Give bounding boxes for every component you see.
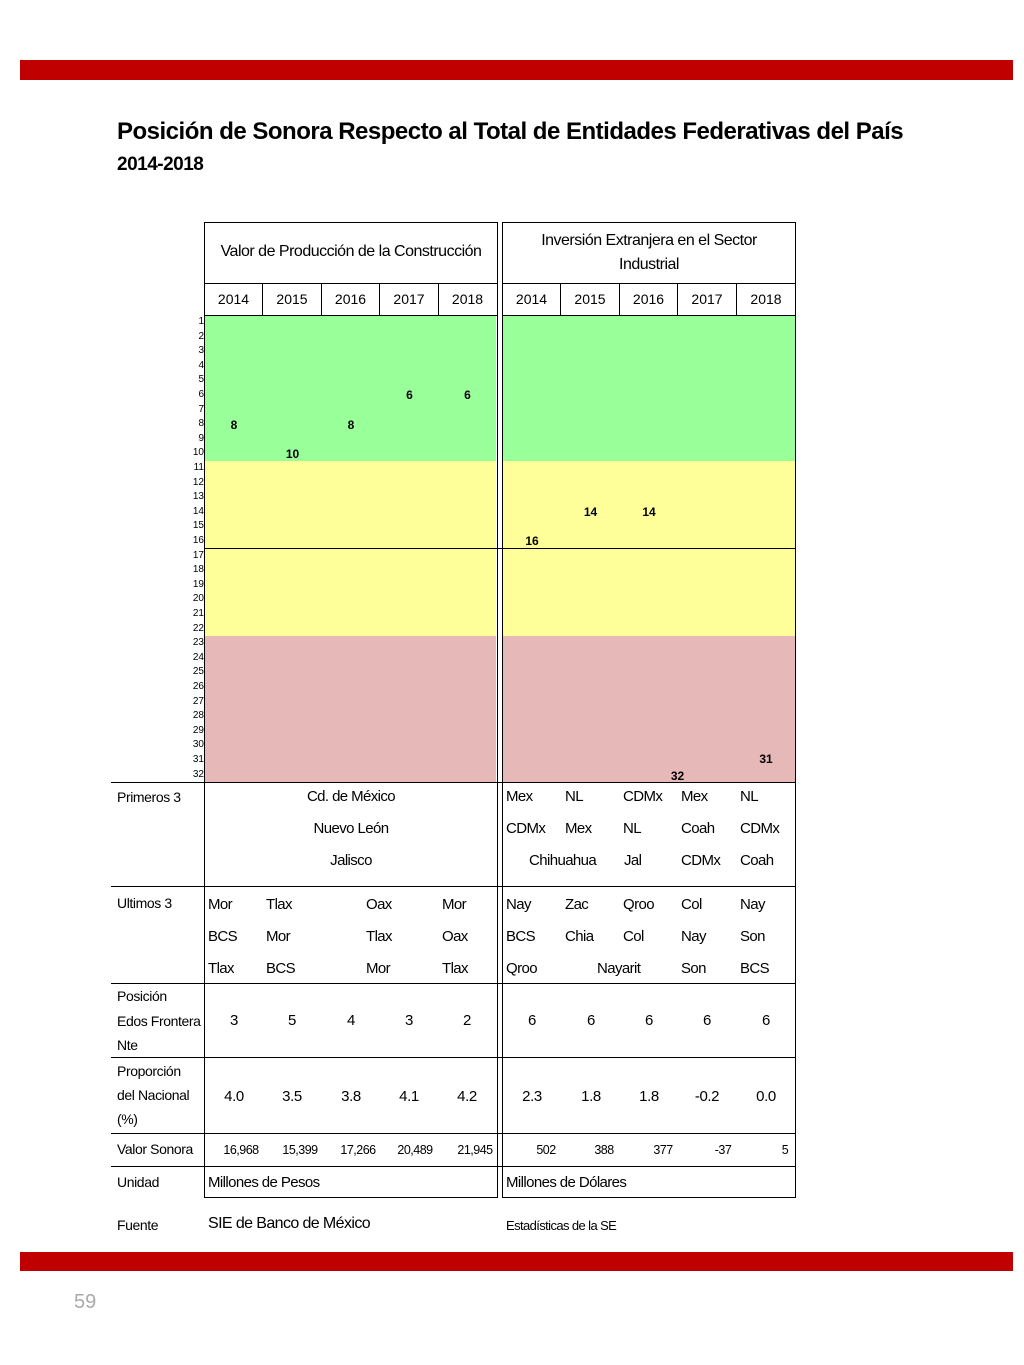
ultimos-right-2-1: BCS bbox=[506, 928, 536, 945]
year-right-2015: 2015 bbox=[561, 284, 620, 315]
ultimos-left-2-3: Tlax bbox=[366, 928, 392, 945]
proporcion-right-value: 2.3 bbox=[522, 1088, 542, 1105]
valor-left-value: 16,968 bbox=[223, 1143, 259, 1157]
proporcion-right-value: -0.2 bbox=[694, 1088, 720, 1105]
ultimos-left-3-4: Tlax bbox=[442, 960, 468, 977]
rank-label: 29 bbox=[192, 724, 204, 736]
primeros-left-2: Nuevo León bbox=[313, 820, 389, 837]
frontera-right-value: 6 bbox=[762, 1012, 770, 1029]
valor-left-value: 21,945 bbox=[457, 1143, 493, 1157]
rank-label: 28 bbox=[192, 710, 204, 722]
primeros-right-1-1: Mex bbox=[506, 788, 533, 805]
ultimos-right-1-3: Qroo bbox=[623, 896, 654, 913]
frontera-right-value: 6 bbox=[528, 1012, 536, 1029]
rank-label: 21 bbox=[192, 608, 204, 619]
valor-right-value: 5 bbox=[781, 1143, 789, 1157]
rank-label: 17 bbox=[192, 549, 204, 561]
primeros-right-1-5: NL bbox=[740, 788, 758, 805]
rank-label: 10 bbox=[192, 447, 204, 459]
frontera-left-value: 4 bbox=[347, 1012, 355, 1029]
proporcion-left-value: 4.2 bbox=[457, 1088, 477, 1105]
rank-point: 31 bbox=[759, 752, 773, 767]
page-number: 59 bbox=[74, 1291, 97, 1313]
proporcion-right-value: 1.8 bbox=[581, 1088, 601, 1105]
primeros-right-3-3: CDMx bbox=[681, 852, 721, 869]
line-after-unidad bbox=[204, 1197, 498, 1198]
vline-left-b bbox=[497, 782, 498, 1198]
rank-label: 30 bbox=[192, 739, 204, 751]
year-left-2015: 2015 bbox=[263, 284, 322, 315]
year-right-2014: 2014 bbox=[503, 284, 561, 315]
page-subtitle: 2014-2018 bbox=[117, 154, 204, 175]
frontera-left-value: 3 bbox=[405, 1012, 413, 1029]
rank-point: 14 bbox=[642, 505, 656, 520]
frontera-left-value: 2 bbox=[463, 1012, 471, 1029]
proporcion-left-value: 3.5 bbox=[282, 1088, 302, 1105]
rank-point: 32 bbox=[670, 768, 685, 783]
primeros-right-2-4: Coah bbox=[681, 820, 715, 837]
primeros-right-2-2: Mex bbox=[565, 820, 592, 837]
rank-label: 16 bbox=[192, 535, 204, 546]
line-after-frontera bbox=[111, 1057, 796, 1058]
proporcion-right-value: 1.8 bbox=[639, 1088, 659, 1105]
line-after-unidad-right bbox=[502, 1197, 796, 1198]
fuente-right: Estadísticas de la SE bbox=[506, 1218, 617, 1233]
label-fuente: Fuente bbox=[117, 1217, 159, 1233]
frontera-right-value: 6 bbox=[703, 1012, 711, 1029]
primeros-right-2-3: NL bbox=[623, 820, 641, 837]
page-title: Posición de Sonora Respecto al Total de Entidades Federativas del País bbox=[117, 118, 904, 145]
valor-right-value: 388 bbox=[594, 1143, 614, 1157]
ultimos-right-2-4: Nay bbox=[681, 928, 706, 945]
ultimos-right-3-3: Son bbox=[681, 960, 706, 977]
ultimos-left-3-3: Mor bbox=[366, 960, 391, 977]
bottom-red-band bbox=[20, 1252, 1013, 1271]
line-after-primeros bbox=[111, 886, 796, 887]
frontera-left-value: 3 bbox=[230, 1012, 238, 1029]
rank-label: 13 bbox=[192, 491, 204, 503]
rank-label: 22 bbox=[192, 622, 204, 634]
year-left-2016: 2016 bbox=[322, 284, 380, 315]
rank-label: 18 bbox=[192, 564, 204, 576]
separator-16 bbox=[205, 548, 795, 549]
rank-point: 6 bbox=[464, 388, 471, 403]
valor-left-value: 15,399 bbox=[282, 1143, 318, 1157]
line-after-proporcion bbox=[111, 1133, 796, 1134]
label-proporcion-1: Proporción bbox=[117, 1063, 181, 1079]
rank-label: 27 bbox=[192, 695, 204, 707]
rank-point: 14 bbox=[583, 505, 598, 520]
rank-label: 4 bbox=[198, 359, 204, 371]
year-right-2016: 2016 bbox=[620, 284, 678, 315]
primeros-right-1-2: NL bbox=[565, 788, 583, 805]
rank-label: 9 bbox=[198, 432, 204, 444]
ultimos-right-3-2: Nayarit bbox=[597, 960, 641, 977]
vline-right-a bbox=[502, 782, 503, 1198]
rank-label: 2 bbox=[198, 330, 204, 342]
fuente-left: SIE de Banco de México bbox=[208, 1215, 371, 1232]
unidad-left: Millones de Pesos bbox=[208, 1174, 320, 1191]
label-proporcion-2: del Nacional bbox=[117, 1087, 190, 1103]
rank-label: 24 bbox=[192, 651, 204, 663]
label-proporcion-3: (%) bbox=[117, 1111, 138, 1127]
ultimos-left-1-3: Oax bbox=[366, 896, 392, 913]
ultimos-right-1-1: Nay bbox=[506, 896, 531, 913]
frontera-right-value: 6 bbox=[645, 1012, 653, 1029]
primeros-right-2-5: CDMx bbox=[740, 820, 780, 837]
ultimos-right-2-3: Col bbox=[623, 928, 644, 945]
top-red-band bbox=[20, 60, 1013, 80]
ultimos-left-2-4: Oax bbox=[442, 928, 468, 945]
primeros-left-3: Jalisco bbox=[330, 852, 372, 869]
ultimos-left-2-2: Mor bbox=[266, 928, 291, 945]
valor-right-value: 502 bbox=[536, 1143, 556, 1157]
rank-label: 7 bbox=[198, 403, 204, 415]
ultimos-left-1-1: Mor bbox=[208, 896, 233, 913]
rank-label: 25 bbox=[192, 666, 204, 678]
rank-label: 15 bbox=[192, 520, 204, 532]
primeros-right-2-1: CDMx bbox=[506, 820, 546, 837]
rank-label: 14 bbox=[192, 505, 204, 517]
year-right-2017: 2017 bbox=[678, 284, 737, 315]
ultimos-right-1-5: Nay bbox=[740, 896, 765, 913]
rank-point: 10 bbox=[285, 446, 300, 461]
vline-left-a bbox=[204, 782, 205, 1198]
ultimos-left-1-4: Mor bbox=[442, 896, 467, 913]
rank-label: 5 bbox=[198, 374, 204, 386]
year-left-2017: 2017 bbox=[380, 284, 439, 315]
line-after-ultimos bbox=[111, 983, 796, 984]
ultimos-right-2-2: Chia bbox=[565, 928, 594, 945]
rank-point: 16 bbox=[525, 534, 539, 549]
rank-point: 8 bbox=[230, 417, 238, 432]
ultimos-left-3-1: Tlax bbox=[208, 960, 234, 977]
frontera-left-value: 5 bbox=[288, 1012, 296, 1029]
year-right-2018: 2018 bbox=[750, 291, 782, 307]
valor-left-value: 20,489 bbox=[397, 1143, 433, 1157]
ultimos-right-2-5: Son bbox=[740, 928, 765, 945]
label-ultimos: Ultimos 3 bbox=[117, 895, 172, 911]
frontera-right-value: 6 bbox=[587, 1012, 595, 1029]
rank-label: 8 bbox=[198, 418, 204, 430]
rank-label: 1 bbox=[198, 316, 204, 327]
label-frontera-3: Nte bbox=[117, 1037, 138, 1053]
rank-label: 20 bbox=[192, 593, 204, 605]
year-left-2014: 2014 bbox=[205, 284, 263, 315]
ultimos-right-3-4: BCS bbox=[740, 960, 770, 977]
rank-label: 19 bbox=[192, 578, 204, 590]
ultimos-right-1-4: Col bbox=[681, 896, 702, 913]
primeros-left-1: Cd. de México bbox=[306, 788, 396, 805]
ultimos-left-3-2: BCS bbox=[266, 960, 296, 977]
label-unidad: Unidad bbox=[117, 1174, 159, 1190]
valor-right-value: 377 bbox=[653, 1143, 673, 1157]
rank-label: 26 bbox=[192, 681, 204, 692]
primeros-right-3-4: Coah bbox=[740, 852, 774, 869]
primeros-right-1-4: Mex bbox=[681, 788, 708, 805]
left-header: Valor de Producción de la Construcción bbox=[220, 243, 482, 260]
line-after-valor bbox=[111, 1166, 796, 1167]
label-frontera-1: Posición bbox=[117, 988, 167, 1004]
label-frontera-2: Edos Frontera bbox=[117, 1013, 201, 1029]
rank-label: 11 bbox=[193, 462, 204, 473]
rank-point: 8 bbox=[347, 417, 355, 432]
left-chart-border bbox=[204, 315, 498, 783]
rank-label: 6 bbox=[198, 389, 204, 400]
rank-label: 31 bbox=[192, 754, 204, 765]
label-valor: Valor Sonora bbox=[117, 1141, 193, 1157]
valor-right-value: -37 bbox=[714, 1143, 732, 1157]
right-chart-border bbox=[502, 315, 796, 783]
label-primeros: Primeros 3 bbox=[117, 789, 181, 805]
table-top-line bbox=[111, 782, 796, 783]
year-left-2018: 2018 bbox=[451, 291, 484, 307]
proporcion-left-value: 4.0 bbox=[224, 1088, 244, 1105]
primeros-right-3-1: Chihuahua bbox=[529, 852, 597, 869]
primeros-right-3-2: Jal bbox=[624, 852, 642, 869]
rank-label: 12 bbox=[192, 476, 204, 488]
rank-point: 6 bbox=[406, 388, 413, 403]
right-header: Inversión Extranjera en el Sector Industrial bbox=[541, 232, 757, 273]
vline-right-b bbox=[795, 782, 796, 1198]
ultimos-left-2-1: BCS bbox=[208, 928, 238, 945]
rank-label: 23 bbox=[192, 637, 204, 649]
ultimos-right-3-1: Qroo bbox=[506, 960, 537, 977]
unidad-right: Millones de Dólares bbox=[506, 1174, 627, 1191]
valor-left-value: 17,266 bbox=[340, 1143, 376, 1157]
proporcion-right-value: 0.0 bbox=[756, 1088, 776, 1105]
rank-label: 3 bbox=[198, 345, 204, 357]
ultimos-right-1-2: Zac bbox=[565, 896, 589, 913]
proporcion-left-value: 4.1 bbox=[399, 1088, 419, 1105]
primeros-right-1-3: CDMx bbox=[623, 788, 663, 805]
proporcion-left-value: 3.8 bbox=[341, 1088, 361, 1105]
ultimos-left-1-2: Tlax bbox=[266, 896, 292, 913]
rank-label: 32 bbox=[192, 768, 204, 780]
